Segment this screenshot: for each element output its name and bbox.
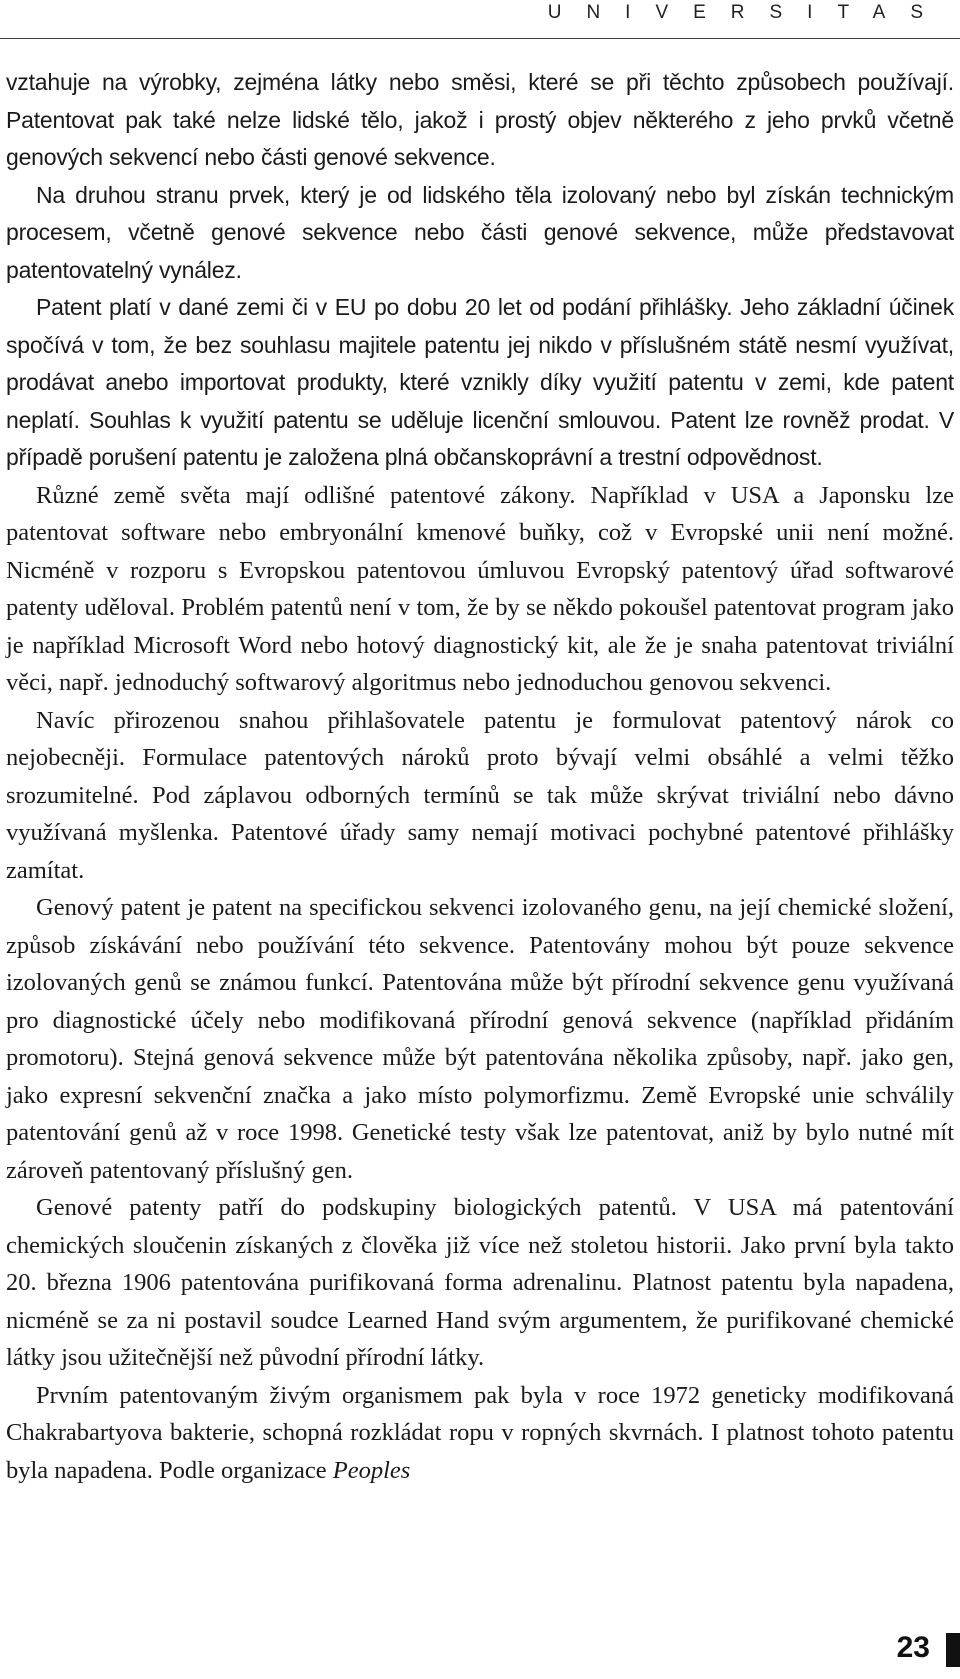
paragraph-4: Různé země světa mají odlišné patentové zákony. Například v USA a Japonsku lze patentovat software nebo embryonální kmenové buňky, což v Evropské unii není možné. Nicméně v rozporu s Evropskou patentovou úmluvou Evropský patentový úřad softwarové patenty uděloval. Problém patentů není v tom, že by se někdo pokoušel patentovat program jako je například Microsoft Word nebo hotový diagnostický kit, ale že je snaha patentovat triviální věci, např. jednoduchý softwarový algoritmus nebo jednoduchou genovou sekvenci.	[6, 481, 954, 696]
paragraph-8-italic: Peoples	[332, 1456, 411, 1484]
paragraph-7: Genové patenty patří do podskupiny biologických patentů. V USA má patentování chemických sloučenin získaných z člověka již více než stoletou historii. Jako první byla takto 20. března 1906 patentována purifikovaná forma adrenalinu. Platnost patentu byla napadena, nicméně se za ni postavil soudce Learned Hand svým argumentem, že purifikované chemické látky jsou užitečnější než původní přírodní látky.	[6, 1194, 954, 1371]
page-footer	[760, 1609, 960, 1679]
article-body	[6, 64, 954, 1489]
paragraph-8	[6, 1377, 954, 1490]
paragraph-8-text: Prvním patentovaným živým organismem pak byla v roce 1972 geneticky modifikovaná Chakrabartyova bakterie, schopná rozkládat ropu v ropných skvrnách. I platnost tohoto patentu byla napadena. Podle organizace	[6, 1381, 954, 1484]
paragraph-2: Na druhou stranu prvek, který je od lidského těla izolovaný nebo byl získán technickým procesem, včetně genové sekvence nebo části genové sekvence, může představovat patentovatelný vynález.	[6, 181, 954, 283]
header-rule	[0, 38, 960, 39]
running-header	[0, 0, 960, 40]
paragraph-6: Genový patent je patent na specifickou sekvenci izolovaného genu, na její chemické složení, způsob získávání nebo používání této sekvence. Patentovány mohou být pouze sekvence izolovaných genů se známou funkcí. Patentována může být přírodní sekvence genu využívaná pro diagnostické účely nebo modifikovaná přírodní genová sekvence (například přidáním promotoru). Stejná genová sekvence může být patentována několika způsoby, např. jako gen, jako expresní sekvenční značka a jako místo polymorfizmu. Země Evropské unie schválily patentování genů až v roce 1998. Genetické testy však lze patentovat, aniž by bylo nutné mít zároveň patentovaný příslušný gen.	[6, 894, 954, 1184]
paragraph-1: vztahuje na výrobky, zejména látky nebo směsi, které se při těchto způsobech používají. Patentovat pak také nelze lidské tělo, jakož i prostý objev některého z jeho prvků včetně genových sekvencí nebo části genové sekvence.	[6, 69, 954, 170]
page-marker-bar	[946, 1633, 960, 1667]
paragraph-3: Patent platí v dané zemi či v EU po dobu 20 let od podání přihlášky. Jeho základní účinek spočívá v tom, že bez souhlasu majitele patentu jej nikdo v příslušném státě nesmí využívat, prodávat anebo importovat produkty, které vznikly díky využití patentu v zemi, kde patent neplatí. Souhlas k využití patentu se uděluje licenční smlouvou. Patent lze rovněž prodat. V případě porušení patentu je založena plná občanskoprávní a trestní odpovědnost.	[6, 294, 954, 470]
journal-title: UNIVERSITAS	[547, 2, 948, 23]
page-number: 23	[896, 1631, 930, 1664]
paragraph-5: Navíc přirozenou snahou přihlašovatele patentu je formulovat patentový nárok co nejobecněji. Formulace patentových nároků proto bývají velmi obsáhlé a velmi těžko srozumitelné. Pod záplavou odborných termínů se tak může skrývat triviální nebo dávno využívaná myšlenka. Patentové úřady samy nemají motivaci pochybné patentové přihlášky zamítat.	[6, 706, 954, 884]
